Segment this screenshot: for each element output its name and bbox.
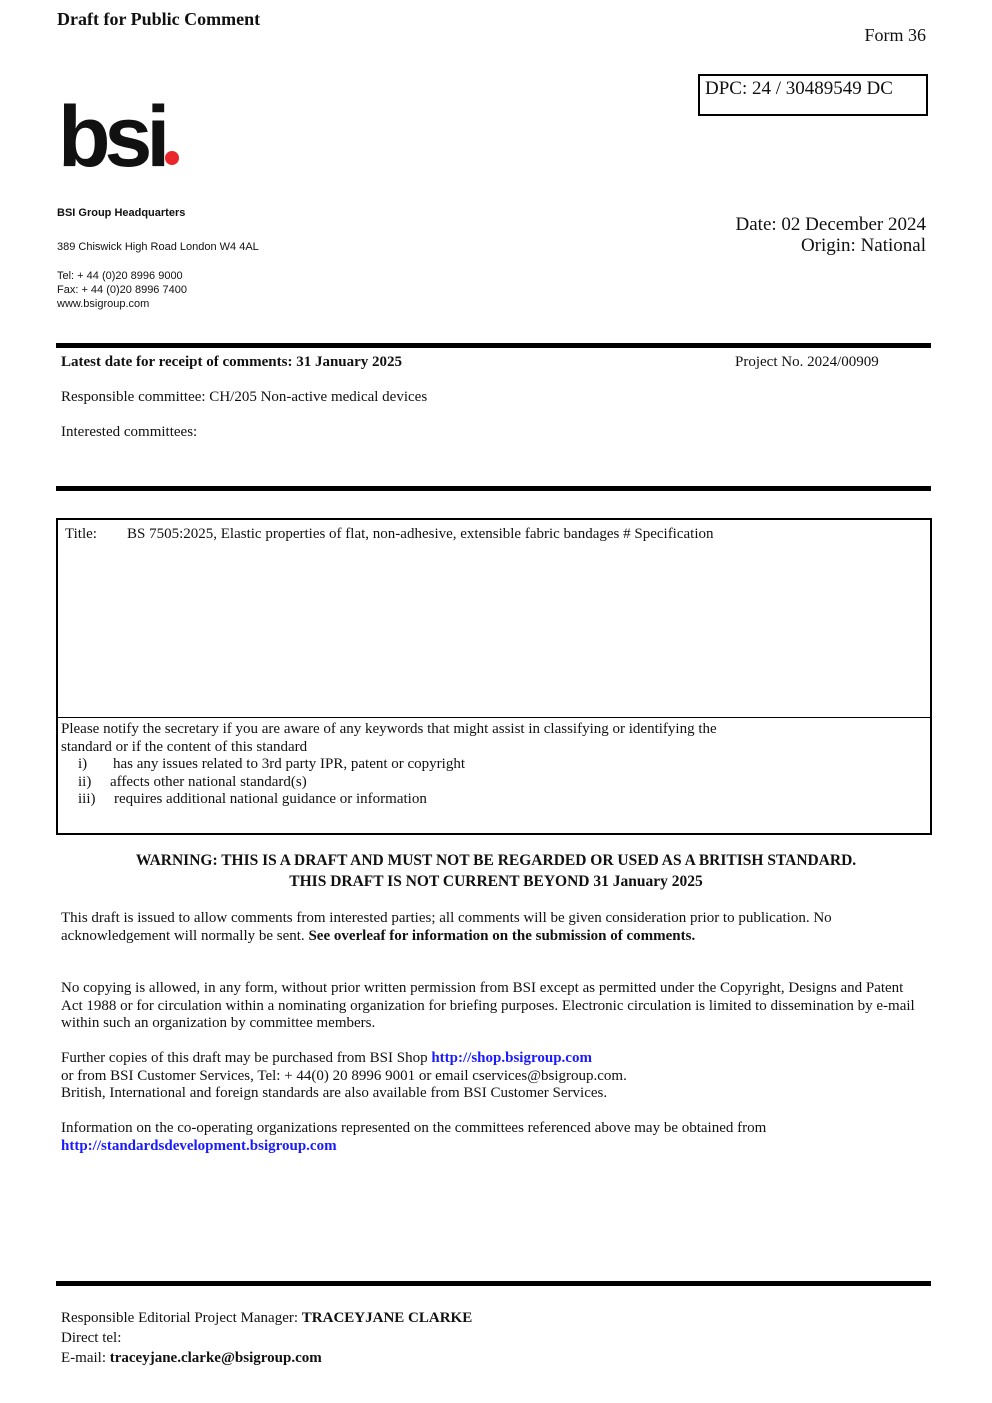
- customer-services-text: or from BSI Customer Services, Tel: + 44(0) 20 8996 9001 or email cservices@bsigroup.com.: [61, 1067, 627, 1084]
- bsi-logo: [58, 88, 188, 173]
- project-manager-name: TRACEYJANE CLARKE: [301, 1310, 473, 1326]
- interested-committees: Interested committees:: [61, 424, 198, 440]
- notify-item-text: has any issues related to 3rd party IPR, patent or copyright: [113, 756, 466, 772]
- issue-date: Date: 02 December 2024: [735, 214, 926, 235]
- paragraph-copies: [61, 1050, 921, 1103]
- paragraph-organizations: [61, 1120, 921, 1155]
- title-label: Title:: [65, 526, 97, 542]
- hq-name: BSI Group Headquarters: [57, 207, 186, 219]
- paragraph-comments-bold: See overleaf for information on the submission of comments.: [308, 927, 696, 944]
- paragraph-comments-text: This draft is issued to allow comments from interested parties; all comments will be given consideration prior to publication. No acknowledgement will normally be sent.: [61, 910, 832, 944]
- divider-bottom: [56, 1281, 931, 1286]
- title-box-divider: [58, 717, 930, 718]
- hq-website: www.bsigroup.com: [57, 298, 150, 310]
- standards-development-link[interactable]: http://standardsdevelopment.bsigroup.com: [61, 1137, 337, 1154]
- standards-availability-text: British, International and foreign standards are also available from BSI Customer Services.: [61, 1085, 608, 1101]
- bsi-logo-text: bsi: [58, 89, 165, 173]
- notify-item-text: affects other national standard(s): [110, 774, 307, 790]
- email-label: E-mail:: [61, 1350, 110, 1366]
- notify-item-num: iii): [78, 791, 96, 807]
- contact-email: [61, 1350, 322, 1367]
- form-number: Form 36: [864, 25, 926, 45]
- paragraph-copying: No copying is allowed, in any form, without prior written permission from BSI except as permitted under the Copyright, Designs and Patent Act 1988 or for circulation within a nominating organization for briefing purposes. Electronic circulation is limited to dissemination by e-mail within such an organization by committee members.: [61, 980, 915, 1031]
- email-address[interactable]: traceyjane.clarke@bsigroup.com: [109, 1350, 322, 1366]
- hq-address: 389 Chiswick High Road London W4 4AL: [57, 241, 259, 253]
- divider-top: [56, 343, 931, 348]
- latest-comment-date: Latest date for receipt of comments: 31 January 2025: [61, 354, 403, 370]
- draft-header: Draft for Public Comment: [57, 9, 261, 29]
- project-number: Project No. 2024/00909: [735, 354, 879, 370]
- notify-item-num: ii): [78, 774, 92, 790]
- warning-line-1: WARNING: THIS IS A DRAFT AND MUST NOT BE REGARDED OR USED AS A BRITISH STANDARD.: [135, 852, 857, 869]
- project-manager-label: Responsible Editorial Project Manager:: [61, 1310, 302, 1326]
- notify-item-num: i): [78, 756, 88, 772]
- project-manager: [61, 1310, 472, 1327]
- direct-tel: Direct tel:: [61, 1330, 122, 1346]
- responsible-committee: Responsible committee: CH/205 Non-active medical devices: [61, 389, 428, 405]
- bsi-logo-dot: [165, 151, 179, 165]
- warning-line-2: THIS DRAFT IS NOT CURRENT BEYOND 31 January 2025: [289, 873, 703, 890]
- notify-line-2: standard or if the content of this standard: [61, 739, 308, 755]
- dpc-reference: DPC: 24 / 30489549 DC: [705, 78, 893, 99]
- standard-title: BS 7505:2025, Elastic properties of flat, non-adhesive, extensible fabric bandages # Specification: [127, 526, 714, 542]
- hq-tel: Tel: + 44 (0)20 8996 9000: [57, 270, 183, 282]
- notify-item-text: requires additional national guidance or information: [114, 791, 427, 807]
- paragraph-comments: [61, 910, 921, 945]
- divider-middle: [56, 486, 931, 491]
- bsi-shop-link[interactable]: http://shop.bsigroup.com: [431, 1050, 592, 1066]
- origin: Origin: National: [800, 235, 926, 256]
- organizations-text: Information on the co-operating organizations represented on the committees referenced above may be obtained from: [61, 1120, 767, 1136]
- notify-line-1: Please notify the secretary if you are aware of any keywords that might assist in classifying or identifying the: [61, 721, 717, 737]
- hq-fax: Fax: + 44 (0)20 8996 7400: [57, 284, 187, 296]
- copies-text: Further copies of this draft may be purchased from BSI Shop: [61, 1050, 432, 1066]
